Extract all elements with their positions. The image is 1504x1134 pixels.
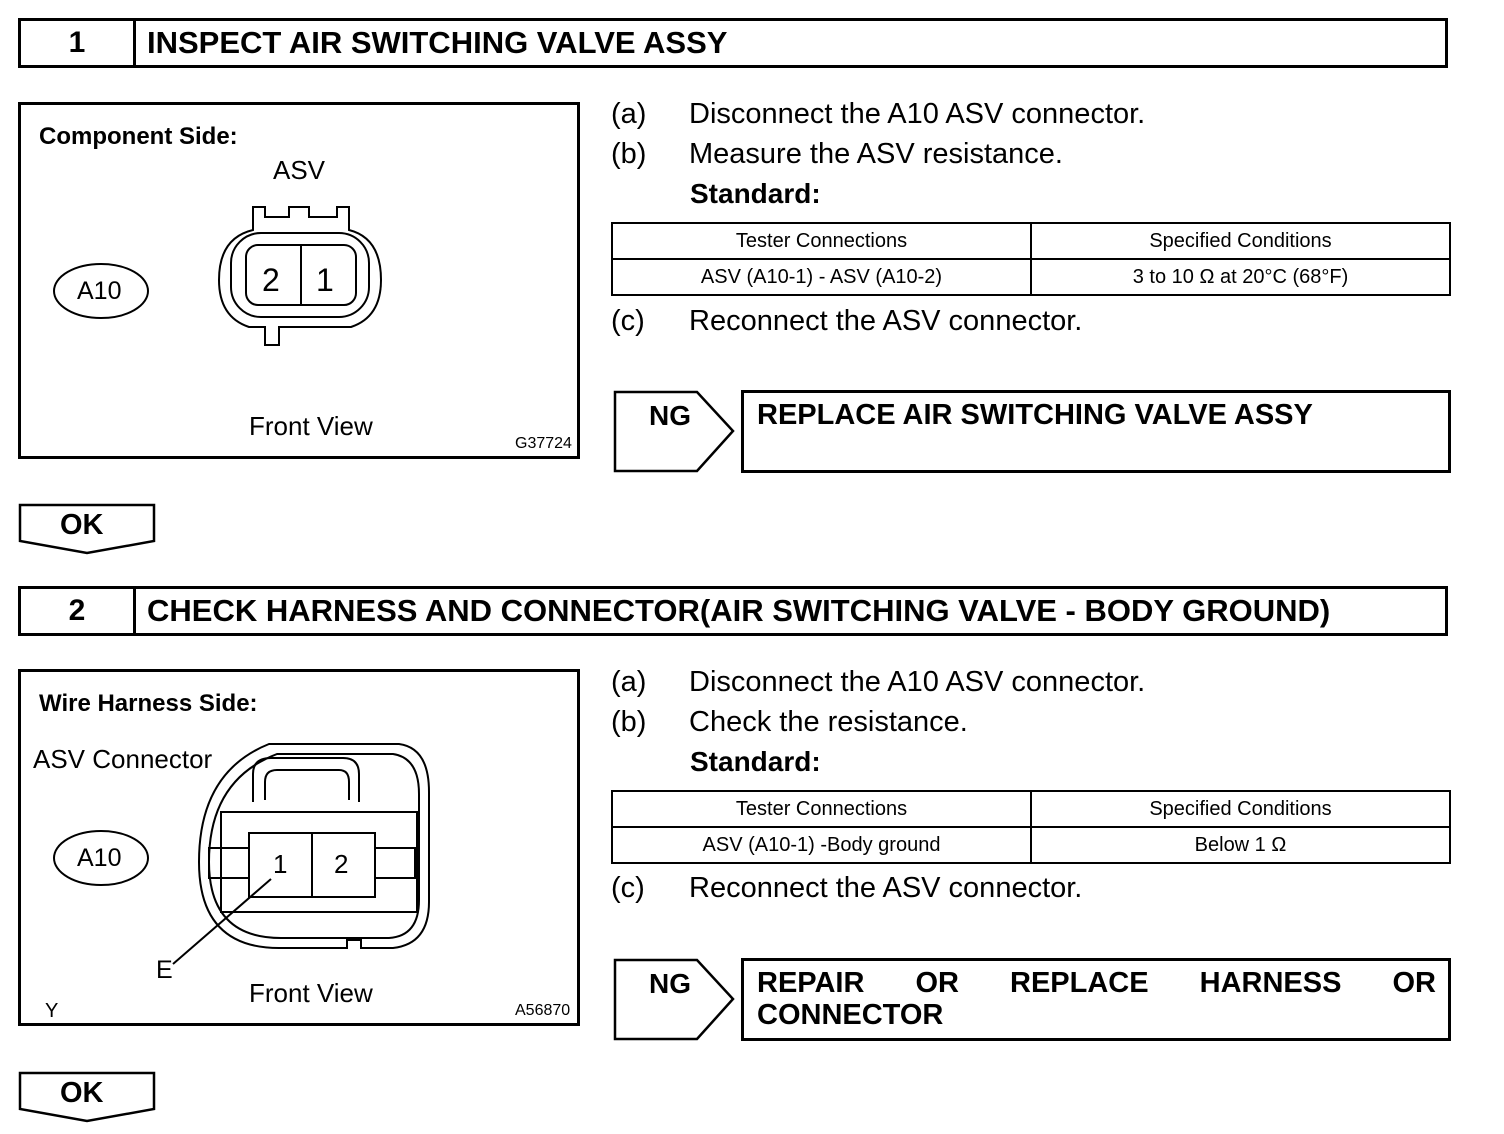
ng-action: REPAIR OR REPLACE HARNESS OR CONNECTOR xyxy=(741,958,1451,1041)
table-header: Tester Connections xyxy=(612,223,1031,259)
instruction-text: Measure the ASV resistance. xyxy=(689,138,1063,170)
table-cell: ASV (A10-1) - ASV (A10-2) xyxy=(612,259,1031,295)
table-cell: 3 to 10 Ω at 20°C (68°F) xyxy=(1031,259,1450,295)
standard-label: Standard: xyxy=(690,178,821,209)
standard-label: Standard: xyxy=(690,746,821,777)
instruction-key: (c) xyxy=(611,872,645,904)
table-cell: Below 1 Ω xyxy=(1031,827,1450,863)
pin-label: 2 xyxy=(334,849,349,879)
pin-label: 2 xyxy=(262,262,280,298)
view-label: Front View xyxy=(249,978,373,1008)
instruction-text: Disconnect the A10 ASV connector. xyxy=(689,98,1146,130)
connector-label: ASV Connector xyxy=(33,744,213,774)
step-2-header xyxy=(18,586,1448,636)
instruction-text: Reconnect the ASV connector. xyxy=(689,305,1083,337)
spec-table xyxy=(611,222,1451,296)
ok-branch-badge xyxy=(18,503,156,555)
step-title: INSPECT AIR SWITCHING VALVE ASSY xyxy=(147,25,728,60)
table-header: Specified Conditions xyxy=(1031,223,1450,259)
ok-branch-badge xyxy=(18,1071,156,1123)
step-title: CHECK HARNESS AND CONNECTOR(AIR SWITCHING VALVE - BODY GROUND) xyxy=(147,593,1331,628)
figure-side-label: Wire Harness Side: xyxy=(39,690,258,717)
step-2-figure xyxy=(18,669,580,1026)
step-1-figure xyxy=(18,102,580,459)
instruction-key: (a) xyxy=(611,98,647,130)
connector-code-badge: A10 xyxy=(77,277,122,305)
figure-code: A56870 xyxy=(515,1002,571,1019)
table-cell: ASV (A10-1) -Body ground xyxy=(612,827,1031,863)
ng-label: NG xyxy=(649,400,691,431)
instruction-key: (b) xyxy=(611,706,647,738)
table-header: Tester Connections xyxy=(612,791,1031,827)
figure-code: G37724 xyxy=(515,435,572,452)
ok-label: OK xyxy=(60,509,104,541)
ng-label: NG xyxy=(649,968,691,999)
ng-branch-badge xyxy=(613,958,737,1041)
instruction-key: (a) xyxy=(611,666,647,698)
ng-branch-badge xyxy=(613,390,737,473)
ground-label: E xyxy=(156,956,173,984)
ok-label: OK xyxy=(60,1077,104,1109)
pin-label: 1 xyxy=(316,262,334,298)
table-header: Specified Conditions xyxy=(1031,791,1450,827)
corner-label: Y xyxy=(45,1000,59,1022)
instruction-text: Disconnect the A10 ASV connector. xyxy=(689,666,1146,698)
view-label: Front View xyxy=(249,411,373,441)
connector-label: ASV xyxy=(273,155,326,185)
instruction-key: (c) xyxy=(611,305,645,337)
step-number: 2 xyxy=(21,589,136,633)
spec-table xyxy=(611,790,1451,864)
ng-action: REPLACE AIR SWITCHING VALVE ASSY xyxy=(741,390,1451,473)
instruction-text: Reconnect the ASV connector. xyxy=(689,872,1083,904)
connector-code-badge: A10 xyxy=(77,844,122,872)
instruction-key: (b) xyxy=(611,138,647,170)
instruction-text: Check the resistance. xyxy=(689,706,968,738)
pin-label: 1 xyxy=(273,849,288,879)
step-number: 1 xyxy=(21,21,136,65)
figure-side-label: Component Side: xyxy=(39,123,238,150)
step-1-header xyxy=(18,18,1448,68)
